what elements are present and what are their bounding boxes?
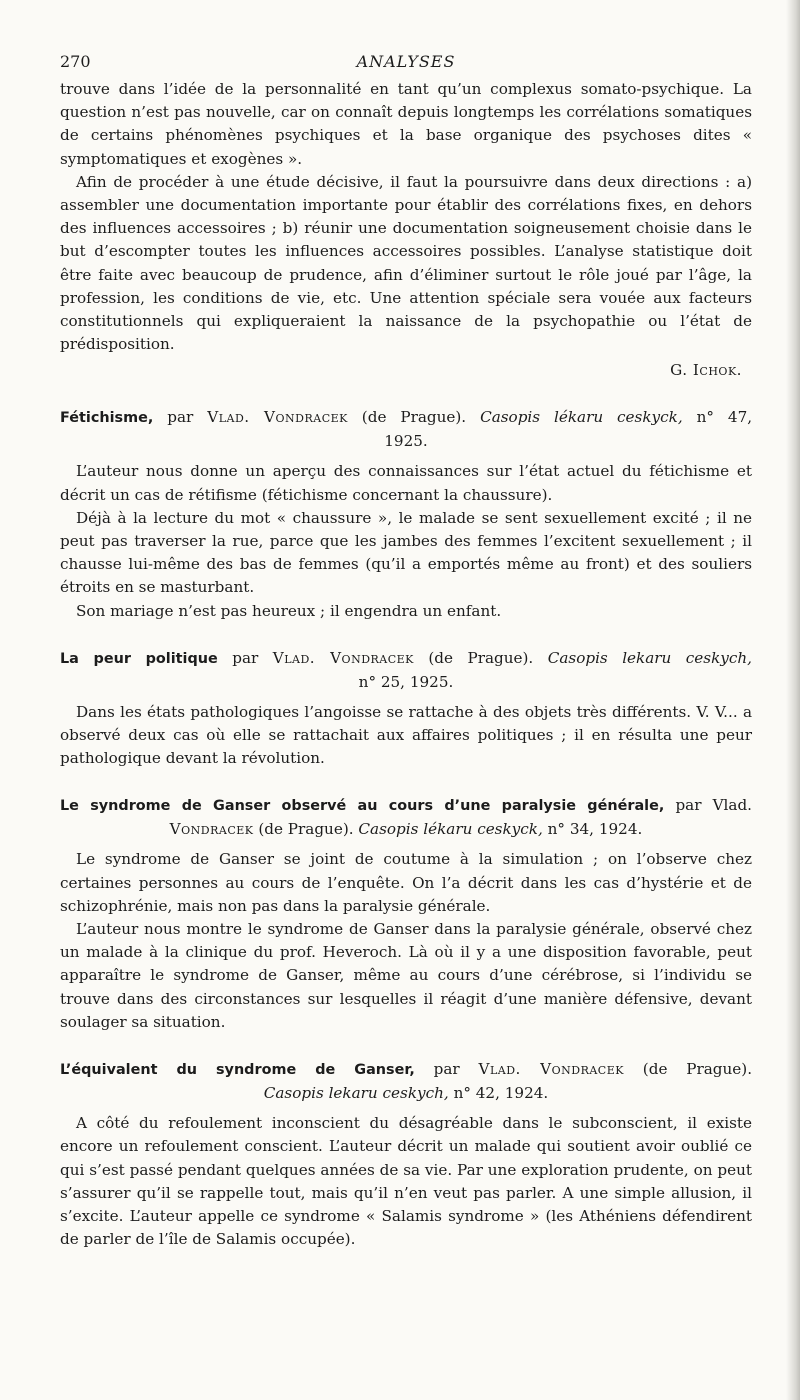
review-year: 1924. — [504, 1084, 549, 1103]
intro-paragraph-2: Afin de procéder à une étude décisive, il faut la poursuivre dans deux directions : a) assembler une documentation importante pour établir des corrélations fixes, en dehors des influences accessoires ; b) réunir une documentation soigneusement choisie dans le but d’escompter toutes les influences accessoires possibles. L’analyse statistique doit être faite avec beaucoup de prudence, afin d’éliminer surtout le rôle joué par l’âge, la profession, les conditions de vie, etc. Une attention spéciale sera vouée aux facteurs constitutionnels qui expliqueraient la naissance de la psychopathie ou l’état de prédisposition. — [60, 172, 752, 354]
book-page — [60, 52, 752, 1251]
review-body-peur-politique — [60, 701, 752, 771]
review-heading-ganser-paralysie: Le syndrome de Ganser observé au cours d’une paralysie générale, par Vlad. Vondracek (de Prague). Casopis lékaru ceskyck, n° 34, 1924. — [60, 796, 752, 839]
review-author: Vlad. Vondracek — [478, 1060, 624, 1079]
review-body-ganser-paralysie — [60, 848, 752, 1034]
review-paragraph: Dans les états pathologiques l’angoisse se rattache à des objets très différents. V. V... a observé deux cas où elle se rattachait aux affaires politiques ; il en résulta une peur pathologique devant la révolution. — [60, 702, 752, 768]
review-journal: Casopis lékaru ceskyck, — [358, 820, 543, 839]
review-paragraph: Déjà à la lecture du mot « chaussure », le malade se sent sexuellement excité ; il ne peut pas traverser la rue, parce que les jambes des femmes l’excitent sexuellement ; il chausse lui-même des bas de femmes (qu’il a emportés même au front) et des souliers étroits en se masturbant. — [60, 508, 752, 597]
review-journal: Casopis lekaru ceskych, — [547, 648, 752, 667]
review-paragraph: L’auteur nous donne un aperçu des connaissances sur l’état actuel du fétichisme et décrit un cas de rétifisme (fétichisme concernant la chaussure). — [60, 462, 752, 504]
intro-section — [60, 78, 752, 382]
review-paragraph: A côté du refoulement inconscient du désagréable dans le subconscient, il existe encore un refoulement conscient. L’auteur décrit un malade qui soutient avoir oublié ce qui s’est passé pendant quelques années de sa vie. Par une exploration prudente, on peut s’assurer qu’il se rappelle tout, mais qu’il n’en veut pas parler. A une simple allusion, il s’excite. L’auteur appelle ce syndrome « Salamis syndrome » (les Athéniens défendirent de parler de l’île de Salamis occupée). — [60, 1114, 752, 1249]
review-paragraph: Le syndrome de Ganser se joint de coutume à la simulation ; on l’observe chez certaines personnes au cours de l’enquête. On l’a décrit dans les cas d’hystérie et de schizophrénie, mais non pas dans la paralysie générale. — [60, 850, 752, 915]
running-header — [60, 52, 752, 78]
review-paragraph: L’auteur nous montre le syndrome de Ganser dans la paralysie générale, observé chez un malade à la clinique du prof. Heveroch. Là où il y a une disposition favorable, peut apparaître le syndrome de Ganser, même au cours d’une cérébrose, si l’individu se trouve dans des circonstances sur lesquelles il réagit d’une manière défensive, devant soulager sa situation. — [60, 920, 752, 1031]
page-edge-shadow — [786, 0, 800, 1400]
review-journal: Casopis lékaru ceskyck, — [480, 408, 683, 427]
review-author: Vlad. Vondracek — [272, 648, 414, 667]
review-year: 1925. — [409, 672, 454, 691]
review-title: Le syndrome de Ganser observé au cours d’une paralysie générale, — [60, 798, 665, 815]
review-body-equivalent-ganser — [60, 1112, 752, 1251]
running-title: ANALYSES — [356, 52, 456, 71]
review-year: 1924. — [598, 820, 643, 839]
review-heading-equivalent-ganser: L’équivalent du syndrome de Ganser, par Vlad. Vondracek (de Prague). Casopis lekaru ceskych, n° 42, 1924. — [60, 1060, 753, 1103]
intro-paragraph-1: trouve dans l’idée de la personnalité en tant qu’un complexus somato-psychique. La question n’est pas nouvelle, car on connaît depuis longtemps les corrélations somatiques de certains phénomènes psychiques et la base organique des psychoses dites « symptomatiques et exogènes ». — [60, 80, 752, 168]
review-author: Vondracek — [169, 820, 254, 839]
page-number: 270 — [60, 52, 91, 71]
review-paragraph: Son mariage n’est pas heureux ; il engendra un enfant. — [76, 601, 502, 620]
review-title: L’équivalent du syndrome de Ganser, — [60, 1062, 415, 1079]
review-title: La peur politique — [60, 650, 218, 667]
review-journal: Casopis lekaru ceskych, — [263, 1084, 449, 1103]
review-heading-peur-politique: La peur politique par Vlad. Vondracek (de Prague). Casopis lekaru ceskych, n° 25, 1925. — [60, 648, 752, 691]
review-title: Fétichisme, — [60, 410, 154, 427]
review-signature: G. Ichok. — [670, 361, 742, 380]
review-author: Vlad. Vondracek — [207, 408, 348, 427]
review-body-fetichisme — [60, 460, 752, 622]
review-year: 1925. — [384, 432, 428, 451]
review-heading-fetichisme: Fétichisme, par Vlad. Vondracek (de Prague). Casopis lékaru ceskyck, n° 47, 1925. — [60, 406, 752, 453]
